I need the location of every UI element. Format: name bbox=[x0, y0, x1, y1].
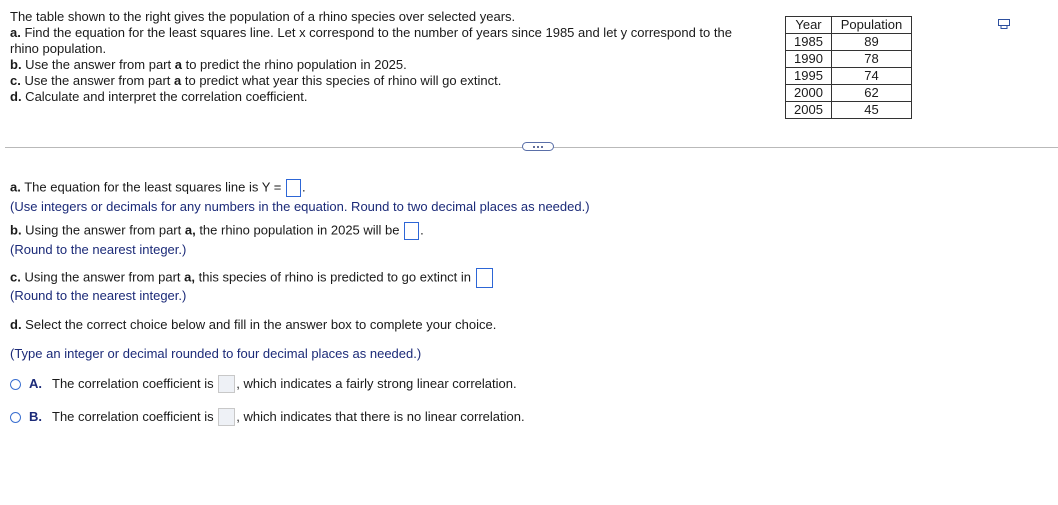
table-row bbox=[786, 34, 912, 51]
answer-part-b: b. Using the answer from part a, the rhino population in 2025 will be . bbox=[10, 222, 424, 240]
table-cell: 89 bbox=[832, 34, 912, 51]
answer-part-c: c. Using the answer from part a, this species of rhino is predicted to go extinct in bbox=[10, 268, 494, 288]
choice-a[interactable]: A. The correlation coefficient is , which indicates a fairly strong linear correlation. bbox=[10, 375, 517, 393]
answer-part-b-hint: (Round to the nearest integer.) bbox=[10, 242, 187, 257]
table-row bbox=[786, 85, 912, 102]
table-cell: 62 bbox=[832, 85, 912, 102]
table-header: Year bbox=[786, 17, 832, 34]
more-icon bbox=[533, 146, 535, 148]
answer-part-a: a. The equation for the least squares line is Y = . bbox=[10, 179, 306, 197]
answer-part-a-hint: (Use integers or decimals for any numbers in the equation. Round to two decimal places as needed.) bbox=[10, 199, 590, 214]
print-icon[interactable] bbox=[998, 19, 1010, 29]
extinction-year-input[interactable] bbox=[476, 268, 493, 288]
table-cell: 2000 bbox=[786, 85, 832, 102]
answer-part-c-hint: (Round to the nearest integer.) bbox=[10, 288, 187, 303]
table-cell: 74 bbox=[832, 68, 912, 85]
table-cell: 2005 bbox=[786, 102, 832, 119]
more-button[interactable] bbox=[522, 142, 554, 151]
table-cell: 1985 bbox=[786, 34, 832, 51]
population-table bbox=[785, 16, 912, 119]
table-header-row bbox=[786, 17, 912, 34]
table-cell: 1995 bbox=[786, 68, 832, 85]
table-row bbox=[786, 102, 912, 119]
table-row bbox=[786, 51, 912, 68]
correlation-input-a[interactable] bbox=[218, 375, 235, 393]
equation-answer-input[interactable] bbox=[286, 179, 301, 197]
table-header: Population bbox=[832, 17, 912, 34]
answer-part-d-hint: (Type an integer or decimal rounded to four decimal places as needed.) bbox=[10, 346, 422, 361]
problem-intro: The table shown to the right gives the population of a rhino species over selected years. bbox=[10, 9, 516, 24]
problem-part-b: b. Use the answer from part a to predict the rhino population in 2025. bbox=[10, 57, 407, 72]
problem-part-a: a. Find the equation for the least squares line. Let x correspond to the number of years since 1985 and let y correspond to the bbox=[10, 25, 732, 40]
table-cell: 45 bbox=[832, 102, 912, 119]
problem-part-a-cont: rhino population. bbox=[10, 41, 107, 56]
answer-part-d: d. Select the correct choice below and fill in the answer box to complete your choice. bbox=[10, 317, 497, 332]
table-row bbox=[786, 68, 912, 85]
radio-icon[interactable] bbox=[10, 379, 21, 390]
choice-b[interactable]: B. The correlation coefficient is , which indicates that there is no linear correlation. bbox=[10, 408, 525, 426]
problem-statement bbox=[10, 9, 745, 105]
radio-icon[interactable] bbox=[10, 412, 21, 423]
table-cell: 78 bbox=[832, 51, 912, 68]
problem-part-c: c. Use the answer from part a to predict what year this species of rhino will go extinct. bbox=[10, 73, 502, 88]
table-cell: 1990 bbox=[786, 51, 832, 68]
correlation-input-b[interactable] bbox=[218, 408, 235, 426]
population-2025-input[interactable] bbox=[404, 222, 419, 240]
problem-part-d: d. Calculate and interpret the correlation coefficient. bbox=[10, 89, 308, 104]
